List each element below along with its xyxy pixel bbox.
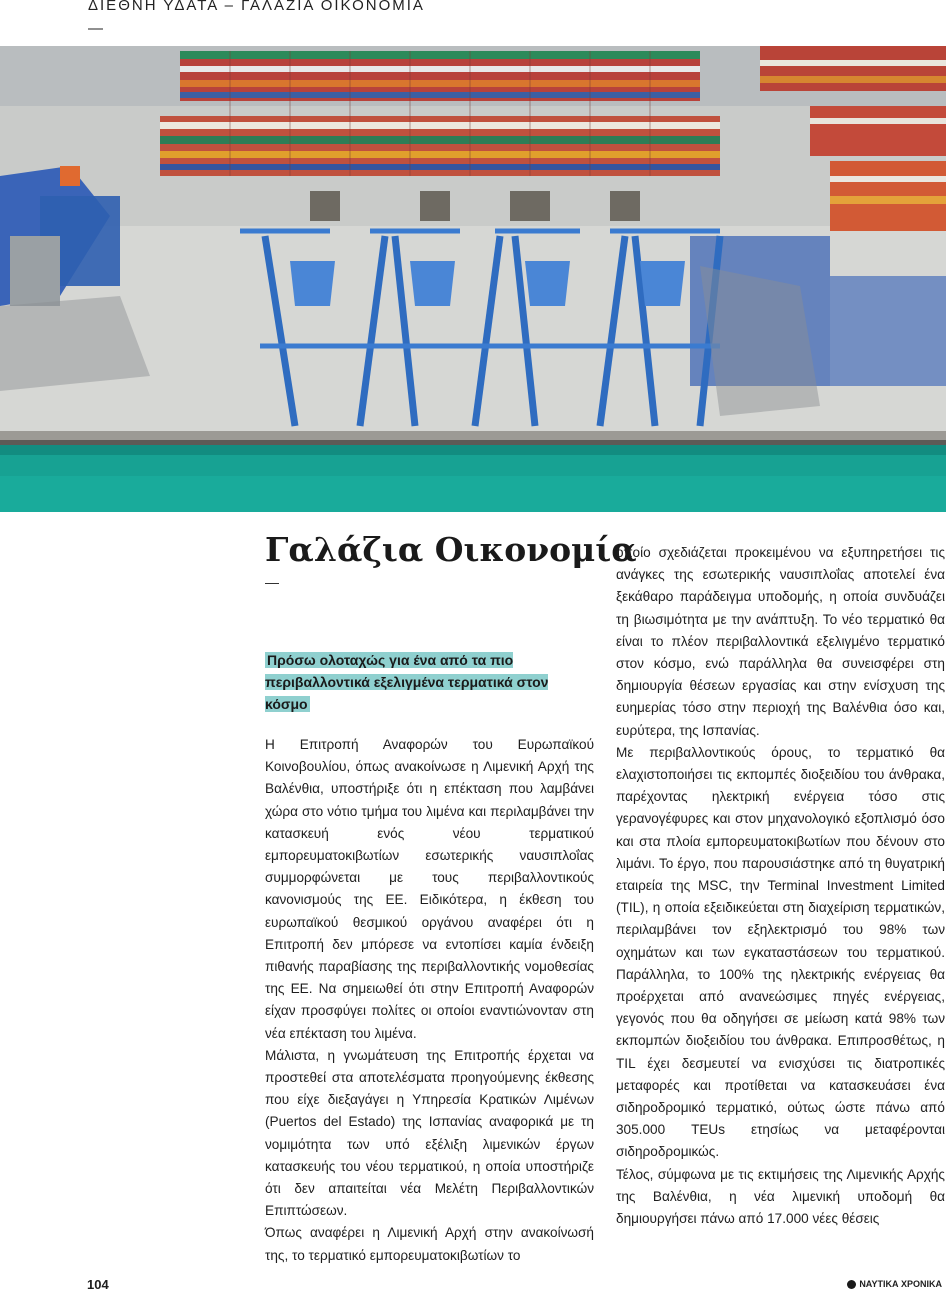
page-number: 104: [87, 1277, 109, 1292]
article-title-dash: —: [265, 574, 279, 590]
section-header: ΔΙΕΘΝΗ ΥΔΑΤΑ – ΓΑΛΑΖΙΑ ΟΙΚΟΝΟΜΙΑ: [88, 0, 425, 14]
paragraph: Όπως αναφέρει η Λιμενική Αρχή στην ανακοίνωσή της, το τερματικό εμπορευματοκιβωτίων το: [265, 1225, 594, 1263]
article-subtitle: [265, 649, 555, 715]
paragraph: Μάλιστα, η γνωμάτευση της Επιτροπής έρχεται να προστεθεί στα αποτελέσματα προηγούμενης έκθεσης που είχε διεξαγάγει η Υπηρεσία Κρατικών Λιμένων (Puertos del Estado) της Ισπανίας αναφορικά με τη νομιμότητα των υπό εξέλιξη λιμενικών έργων κατασκευής του νέου τερματικού, η οποία υποστήριζε ότι δεν απαιτείται νέα Μελέτη Περιβαλλοντικών Επιπτώσεων.: [265, 1047, 594, 1219]
container-port-aerial-photo: [0, 46, 946, 512]
paragraph: Τέλος, σύμφωνα με τις εκτιμήσεις της Λιμενικής Αρχής της Βαλένθια, η νέα λιμενική υποδομή θα δημιουργήσει πάνω από 17.000 νέες θέσεις: [616, 1166, 945, 1227]
publication-brand: [847, 1279, 942, 1289]
text-column-right: [616, 542, 945, 1230]
brand-name: ΝΑΥΤΙΚΑ ΧΡΟΝΙΚΑ: [859, 1279, 942, 1289]
article-title: Γαλάζια Οικονομία: [265, 530, 637, 569]
brand-logo-icon: [847, 1280, 856, 1289]
article-subtitle-text: Πρόσω ολοταχώς για ένα από τα πιο περιβαλλοντικά εξελιγμένα τερματικά στον κόσμο: [265, 652, 549, 712]
text-column-left: [265, 734, 594, 1267]
paragraph: Με περιβαλλοντικούς όρους, το τερματικό θα ελαχιστοποιήσει τις εκπομπές διοξειδίου του άνθρακα, παρέχοντας ηλεκτρική ενέργεια τόσο στις γερανογέφυρες και στον μηχανολογικό εξοπλισμό όσο και στα πλοία εμπορευματοκιβωτίων που δένουν στο λιμάνι. Το έργο, που παρουσιάστηκε από τη θυγατρική εταιρεία της MSC, την Terminal Investment Limited (TIL), η οποία εξειδικεύεται στη διαχείριση τερματικών, περιλαμβάνει τον εξηλεκτρισμό του 98% των οχημάτων και των εγκαταστάσεων του τερματικού. Παράλληλα, το 100% της ηλεκτρικής ενέργειας θα προέρχεται από ανανεώσιμες πηγές ενέργειας, γεγονός που θα οδηγήσει σε μείωση κατά 98% των εκπομπών διοξειδίου του άνθρακα. Επιπροσθέτως, η TIL έχει δεσμευτεί να ενισχύσει τις διατροπικές μεταφορές και προτίθεται να κατασκευάσει ένα σιδηροδρομικό τερματικό, ούτως ώστε πάνω από 305.000 TEUs ετησίως να μεταφέρονται σιδηροδρομικώς.: [616, 744, 945, 1160]
paragraph: οποίο σχεδιάζεται προκειμένου να εξυπηρετήσει τις ανάγκες της εσωτερικής ναυσιπλοΐας αποτελεί ένα ξεκάθαρο παράδειγμα υποδομής, η οποία συνδυάζει τη βιωσιμότητα με την ανάπτυξη. Το νέο τερματικό θα είναι το πλέον περιβαλλοντικά εξελιγμένο τερματικό στον κόσμο, ενώ παράλληλα θα συνεισφέρει στη δημιουργία θέσεων εργασίας και στην ενίσχυση της ευημερίας τόσο στην περιοχή της Βαλένθια όσο και, ευρύτερα, της Ισπανίας.: [616, 545, 945, 738]
paragraph: Η Επιτροπή Αναφορών του Ευρωπαϊκού Κοινοβουλίου, όπως ανακοίνωσε η Λιμενική Αρχή της Βαλένθια, υποστήριξε ότι η επέκταση που λαμβάνει χώρα στο νότιο τμήμα του λιμένα και περιλαμβάνει την κατασκευή ενός νέου τερματικού εμπορευματοκιβωτίων εσωτερικής ναυσιπλοΐας συμμορφώνεται με τους περιβαλλοντικούς κανονισμούς της ΕΕ. Ειδικότερα, η έκθεση του ευρωπαϊκού θεσμικού οργάνου αναφέρει ότι η Επιτροπή δεν μπόρεσε να εντοπίσει καμία ένδειξη πιθανής παραβίασης της περιβαλλοντικής νομοθεσίας της ΕΕ. Να σημειωθεί ότι στην Επιτροπή Αναφορών είχαν προσφύγει πολίτες οι οποίοι εναντιώνονταν στη νέα επέκταση του λιμένα.: [265, 737, 594, 1041]
section-header-dash: —: [88, 20, 103, 37]
